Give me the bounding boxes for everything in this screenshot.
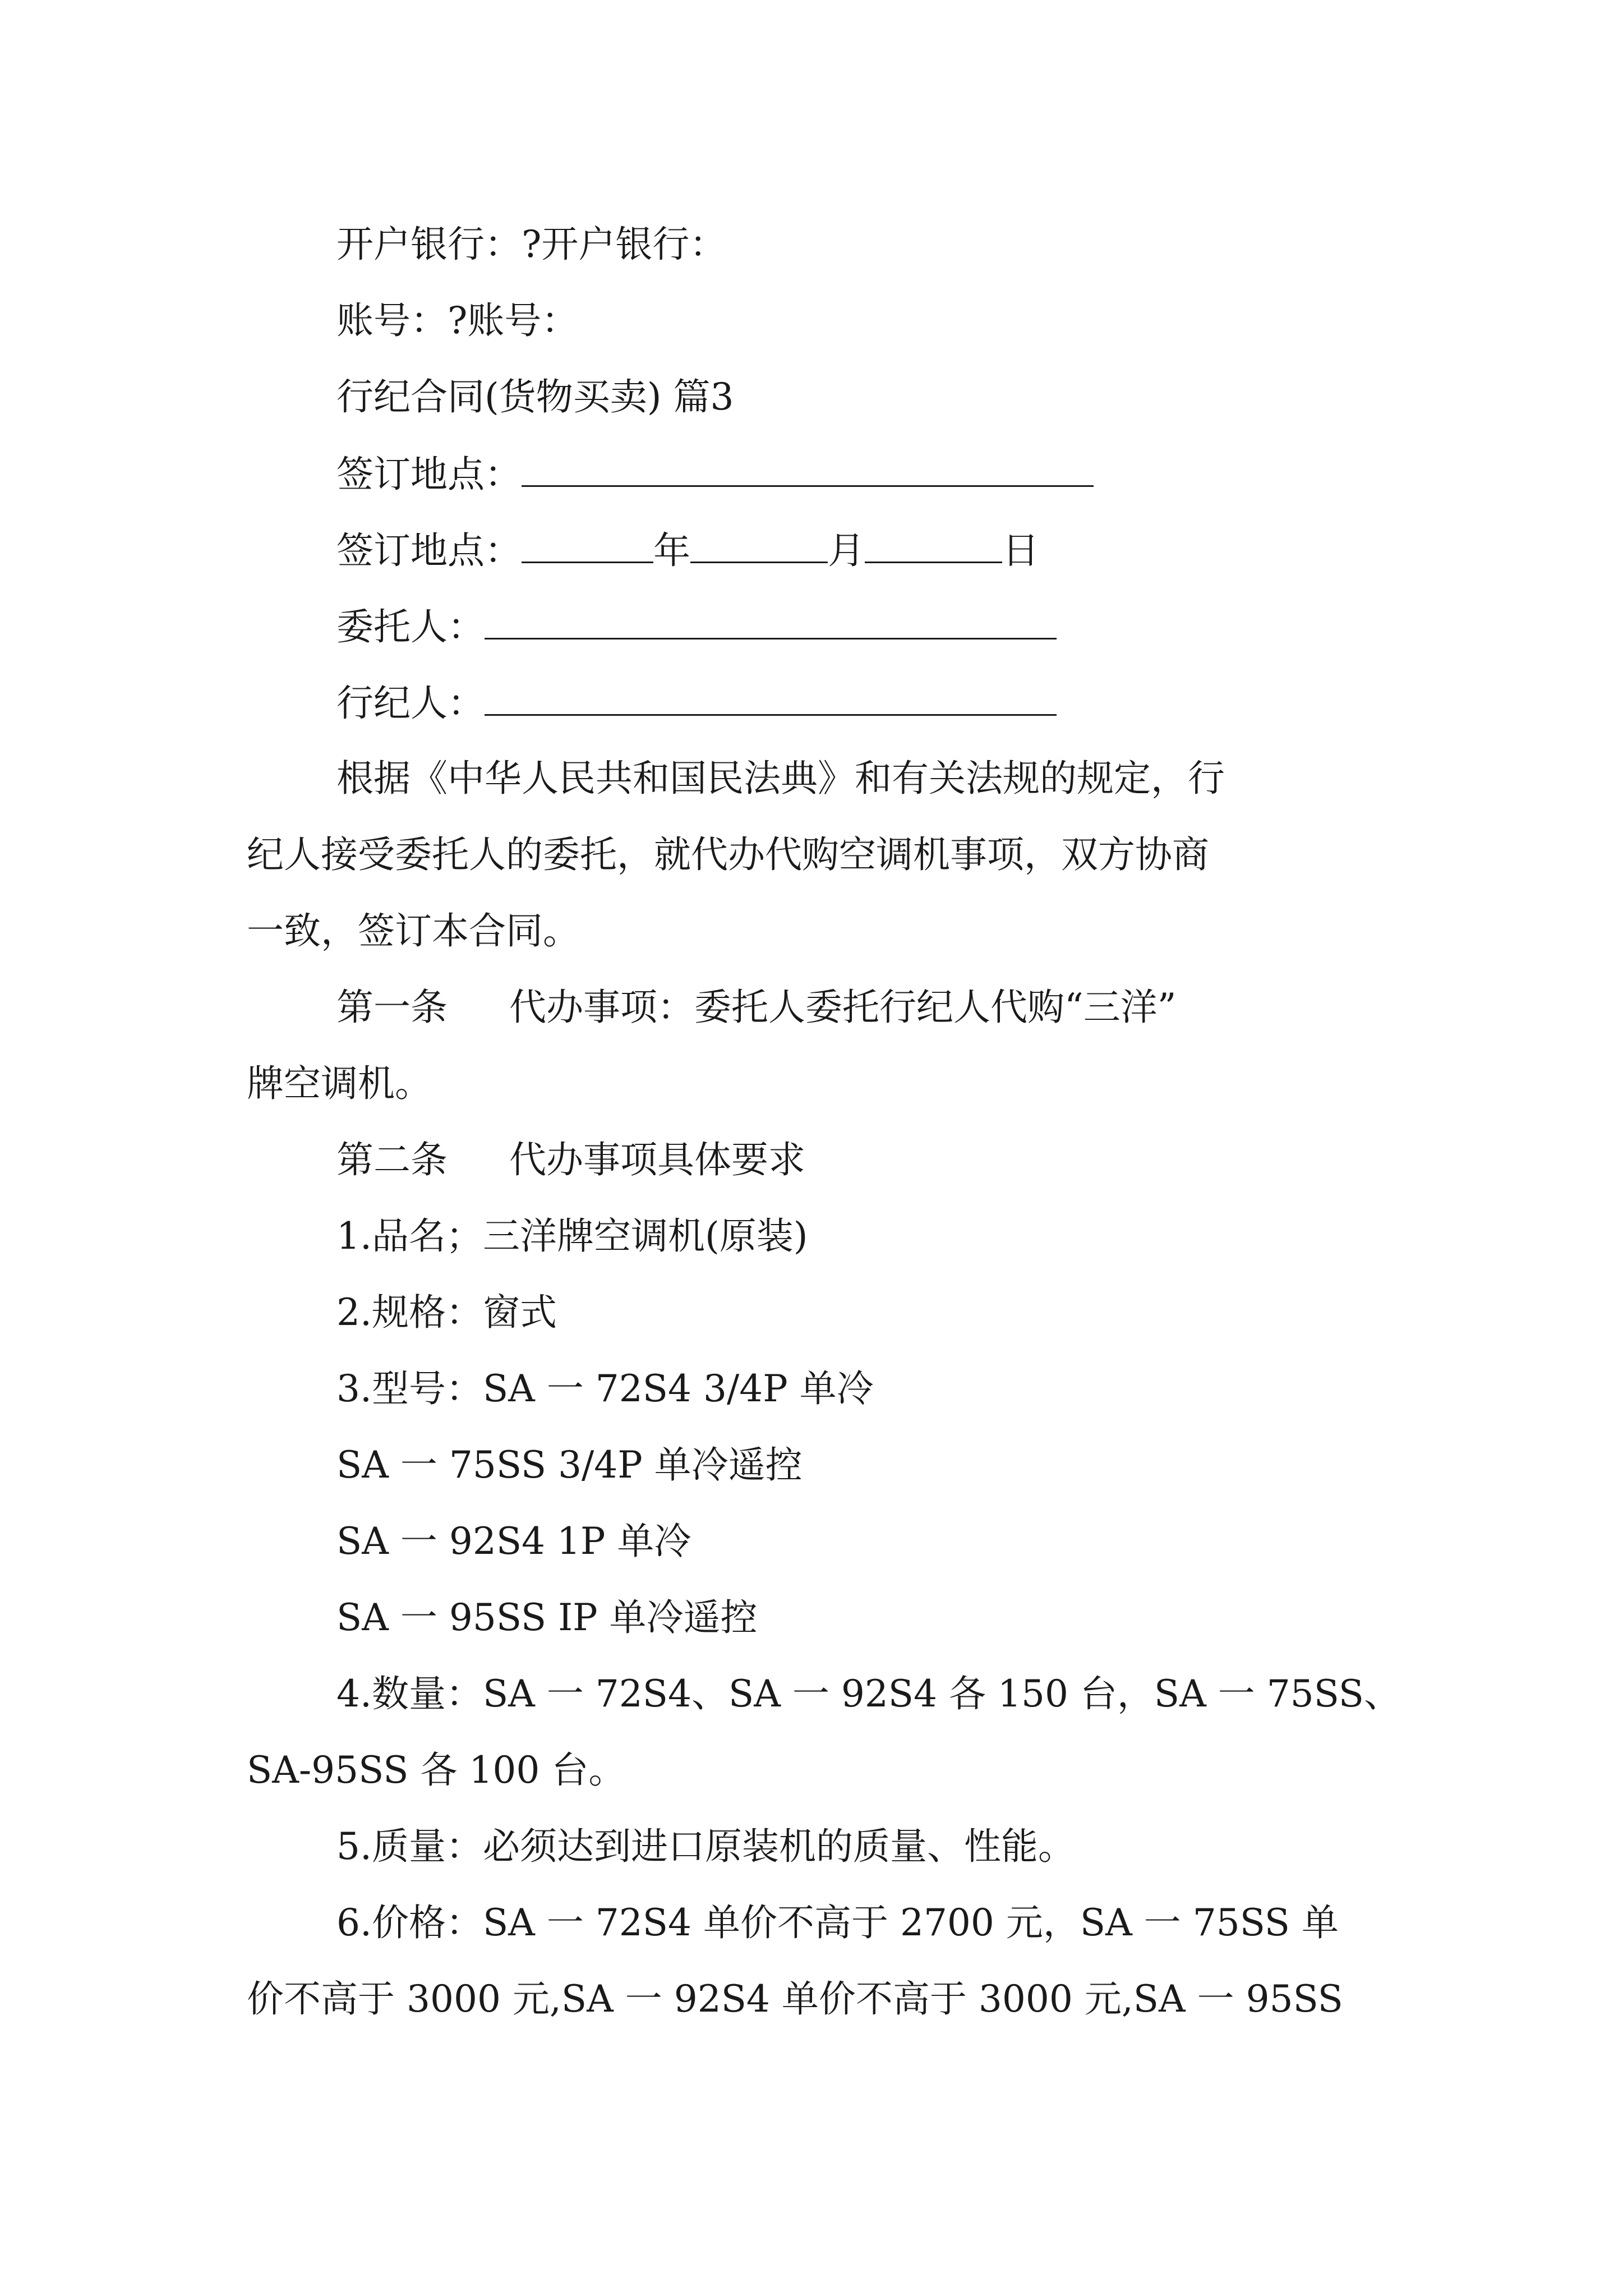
day-label: 日: [1002, 529, 1039, 572]
preamble-line-1: 根据《中华人民共和国民法典》和有关法规的规定，行: [336, 757, 1225, 800]
day-blank[interactable]: [865, 524, 1002, 563]
preamble-line-3: 一致，签订本合同。: [247, 909, 580, 953]
item-quantity-continuation: SA-95SS 各 100 台。: [247, 1749, 626, 1792]
item-model-3: SA 一 92S4 1P 单冷: [336, 1520, 691, 1563]
principal-blank[interactable]: [485, 601, 1057, 639]
year-blank[interactable]: [522, 524, 653, 563]
account-line: 账号：?账号：: [336, 299, 579, 342]
article-1-text: 代办事项：委托人委托行纪人代购“三洋”: [509, 986, 1177, 1029]
item-spec: 2.规格：窗式: [336, 1291, 557, 1334]
article-2-line: [336, 1135, 805, 1185]
item-price: 6.价格：SA 一 72S4 单价不高于 2700 元，SA 一 75SS 单: [336, 1901, 1339, 1944]
broker-label: 行纪人：: [336, 682, 485, 725]
item-price-continuation: 价不高于 3000 元,SA 一 92S4 单价不高于 3000 元,SA 一 95SS: [247, 1977, 1343, 2021]
item-model-2: SA 一 75SS 3/4P 单冷遥控: [336, 1443, 803, 1487]
item-quality: 5.质量：必须达到进口原装机的质量、性能。: [336, 1825, 1075, 1868]
year-label: 年: [653, 529, 690, 572]
preamble-line-2: 纪人接受委托人的委托，就代办代购空调机事项，双方协商: [247, 833, 1209, 876]
signing-place-line: [336, 448, 1094, 500]
item-model: 3.型号：SA 一 72S4 3/4P 单冷: [336, 1367, 874, 1410]
month-blank[interactable]: [690, 524, 828, 563]
month-label: 月: [828, 529, 865, 572]
bank-line: 开户银行：?开户银行：: [336, 223, 727, 266]
section-heading: 行纪合同(货物买卖) 篇3: [336, 375, 734, 418]
article-2-number: 第二条: [336, 1138, 448, 1181]
item-quantity: 4.数量：SA 一 72S4、SA 一 92S4 各 150 台，SA 一 75SS、: [336, 1672, 1401, 1715]
article-2-text: 代办事项具体要求: [509, 1138, 805, 1181]
principal-label: 委托人：: [336, 605, 485, 648]
signing-place-blank[interactable]: [522, 448, 1094, 487]
article-1-continuation: 牌空调机。: [247, 1062, 432, 1105]
signing-place-label: 签订地点：: [336, 453, 522, 496]
article-1-number: 第一条: [336, 986, 448, 1029]
broker-line: [336, 677, 1057, 729]
article-1-line: [336, 982, 1176, 1033]
principal-line: [336, 601, 1057, 652]
item-name: 1.品名；三洋牌空调机(原装): [336, 1214, 808, 1258]
signing-date-line: [336, 524, 1039, 576]
item-model-4: SA 一 95SS IP 单冷遥控: [336, 1596, 758, 1639]
broker-blank[interactable]: [485, 677, 1057, 716]
signing-date-label: 签订地点：: [336, 529, 522, 572]
